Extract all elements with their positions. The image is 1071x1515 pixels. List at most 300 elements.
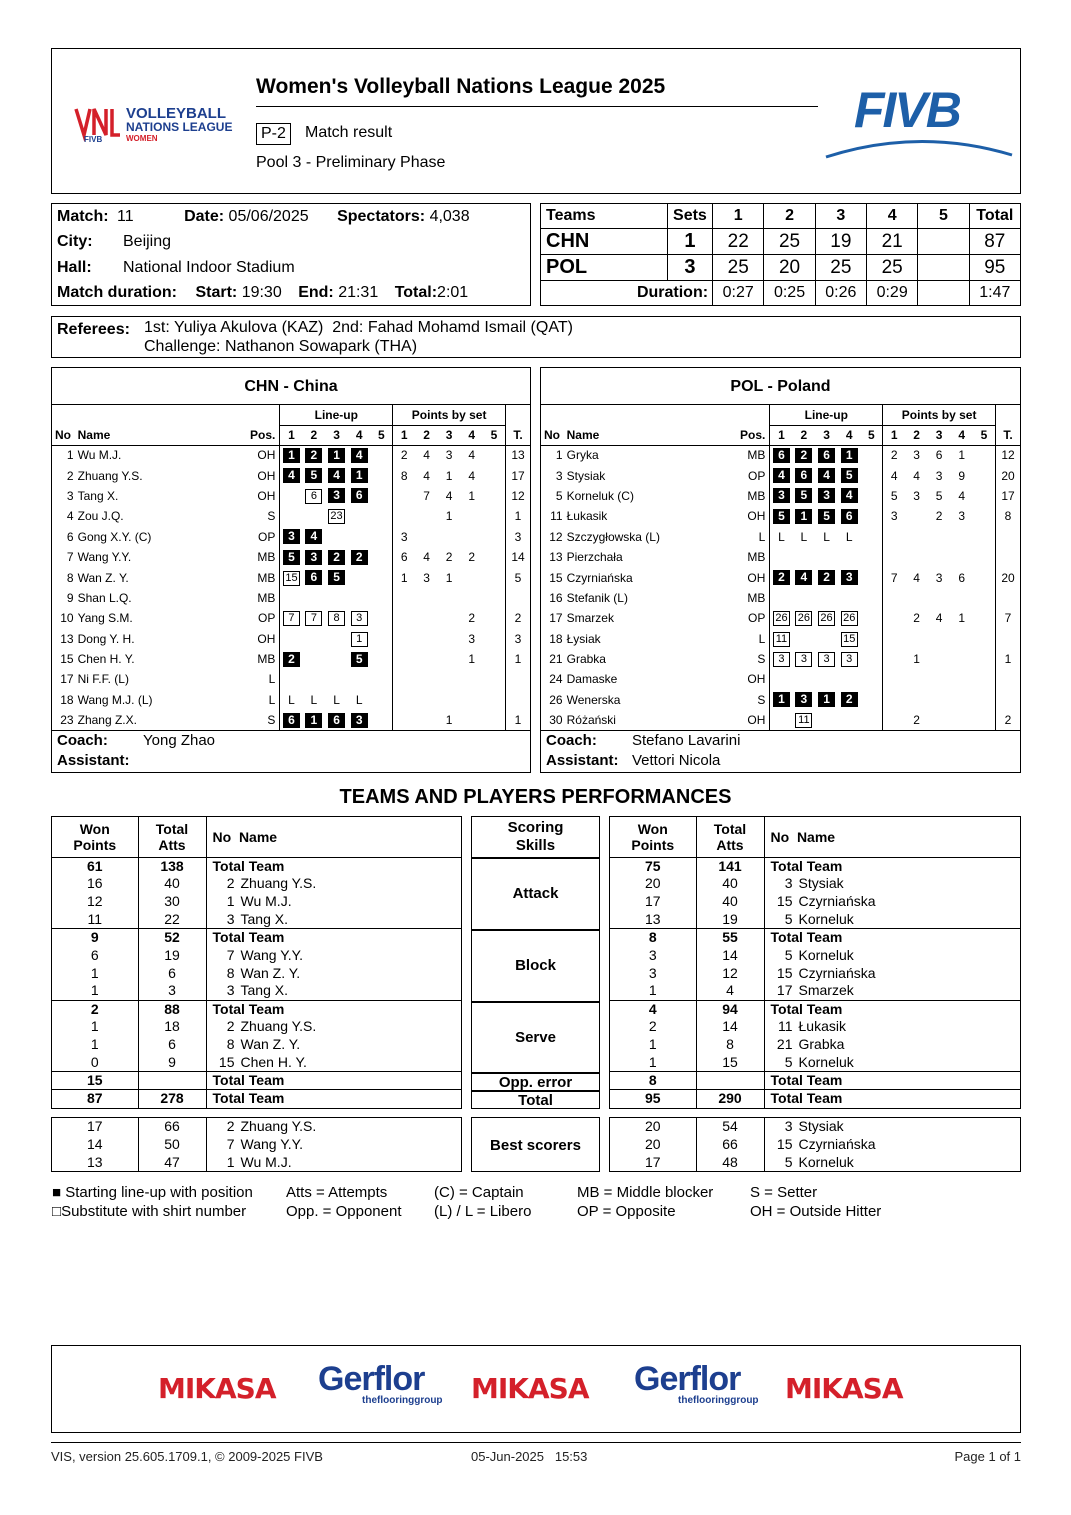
duration-row-label: Duration:: [541, 281, 713, 306]
mikasa-logo: MIKASA: [471, 1372, 589, 1405]
starting-position: 3: [773, 488, 790, 503]
total-atts: 290: [696, 1090, 764, 1108]
lineup-cell: [280, 445, 303, 465]
starting-position: 2: [351, 550, 368, 565]
skill-header-scoring: Scoring: [507, 819, 564, 836]
lineup-cell: [325, 669, 348, 689]
lineup-cell: [325, 486, 348, 506]
player-name: Smarzek: [566, 611, 614, 626]
perf-player-row: [610, 893, 1020, 911]
perf-player-row: [610, 1118, 1020, 1136]
score-header-set1: 1: [713, 204, 764, 229]
player-entry: [206, 1090, 461, 1108]
won-points: 6: [52, 946, 138, 964]
player-position: MB: [747, 488, 766, 503]
lineup-cell: [371, 527, 393, 547]
coach-label: Coach:: [546, 732, 597, 749]
player-number: 2: [226, 1018, 235, 1035]
referees-line1: 1st: Yuliya Akulova (KAZ) 2nd: Fahad Mohamd Ismail (QAT): [144, 319, 573, 336]
set-points: [460, 506, 483, 526]
lineup-cell: [303, 465, 326, 485]
substitute-number: 11: [795, 713, 812, 728]
player-row: [52, 506, 530, 526]
roster-header-row: [541, 405, 1020, 425]
set-points: 4: [423, 550, 430, 565]
player-number: 26: [549, 692, 563, 707]
skill-label: Block: [515, 957, 556, 974]
substitute-number: 26: [773, 611, 790, 626]
lineup-cell: [280, 486, 303, 506]
player-name: Tang X.: [77, 488, 119, 503]
total-atts: 22: [138, 911, 206, 929]
lineup-cell: [371, 465, 393, 485]
skill-opp-error: [471, 1073, 600, 1091]
doc-type: Match result: [305, 124, 393, 141]
player-name: Czyrniańska: [798, 893, 876, 910]
player-number: 10: [60, 611, 74, 626]
lineup-cell: [793, 608, 816, 628]
player-number: 21: [549, 652, 563, 667]
lineup-cell: [815, 629, 838, 649]
lineup-cell: [325, 690, 348, 710]
score-set: 25: [867, 255, 918, 281]
points-set-header: 3: [438, 425, 461, 445]
set-points: [483, 588, 506, 608]
lineup-cell: [815, 710, 838, 730]
player-number: 11: [550, 509, 563, 524]
set-points: [973, 486, 996, 506]
won-points: 3: [610, 946, 696, 964]
lineup-cell: [815, 669, 838, 689]
total-points: [506, 588, 530, 608]
lineup-cell: [325, 527, 348, 547]
lineup-cell: [348, 710, 371, 730]
referees-line2: Challenge: Nathanon Sowapark (THA): [144, 338, 418, 355]
total-points-header: T.: [996, 425, 1020, 445]
player-name: Wan Z. Y.: [77, 570, 129, 585]
player-name: Wang M.J. (L): [77, 692, 153, 707]
lineup-cell: [793, 506, 816, 526]
player-row: [52, 486, 530, 506]
set-points: 8: [393, 465, 416, 485]
skill-label: Attack: [512, 885, 559, 902]
player-row: [541, 445, 1020, 465]
total-points-header: T.: [506, 425, 530, 445]
starting-position: 3: [328, 488, 345, 503]
won-points: 13: [610, 911, 696, 929]
lineup-cell: [371, 547, 393, 567]
set-points: [973, 445, 996, 465]
set-points: [973, 567, 996, 587]
player-row: [541, 588, 1020, 608]
lineup-cell: [371, 567, 393, 587]
player-position: MB: [257, 652, 276, 667]
set-points: 7: [883, 567, 906, 587]
lineup-cell: [325, 608, 348, 628]
team-title: CHN - China: [52, 368, 530, 405]
set-points: [973, 608, 996, 628]
player-name: Korneluk: [798, 910, 854, 927]
player-entry: [206, 1118, 461, 1136]
player-position: MB: [257, 590, 276, 605]
player-entry: [206, 1154, 461, 1172]
player-number: 1: [555, 448, 563, 463]
set-points: 2: [883, 445, 906, 465]
player-name: Dong Y. H.: [77, 631, 135, 646]
set-points: 2: [393, 445, 416, 465]
set-points: [393, 486, 416, 506]
lineup-cell: [303, 669, 326, 689]
total-atts: 18: [138, 1018, 206, 1036]
player-entry: [206, 1036, 461, 1054]
hall-label: Hall:: [57, 259, 92, 276]
skill-attack: [471, 858, 600, 930]
set-points: [438, 588, 461, 608]
total-atts: 19: [138, 946, 206, 964]
won-points: 14: [52, 1136, 138, 1154]
player-name: Wan Z. Y.: [240, 1036, 301, 1053]
lineup-cell: [371, 629, 393, 649]
player-name: Total Team: [212, 1072, 285, 1089]
lineup-cell: [838, 608, 861, 628]
coach-name: Stefano Lavarini: [632, 732, 741, 749]
lineup-cell: [838, 486, 861, 506]
total-atts: 14: [696, 1018, 764, 1036]
lineup-cell: [815, 649, 838, 669]
set-points: [438, 629, 461, 649]
lineup-cell: [838, 649, 861, 669]
player-row: [541, 547, 1020, 567]
player-entry: [764, 1090, 1020, 1108]
score-set: [918, 255, 969, 281]
total-points: 2: [996, 710, 1020, 730]
player-number: 2: [226, 1118, 235, 1135]
player-number: 23: [60, 713, 74, 728]
set-duration: 0:29: [867, 281, 918, 306]
set-points: 2: [445, 550, 453, 565]
lineup-header: Line-up: [280, 405, 393, 425]
player-position: OH: [747, 713, 766, 728]
total-atts: 66: [696, 1136, 764, 1154]
roster-table: [541, 405, 1020, 730]
set-points: [950, 710, 973, 730]
won-points: 8: [610, 929, 696, 947]
start-value: 19:30: [241, 284, 282, 301]
player-name: Total Team: [212, 929, 285, 946]
lineup-cell: [348, 649, 371, 669]
match-info: [51, 203, 531, 306]
end-value: 21:31: [338, 284, 379, 301]
player-name: Damaske: [566, 672, 618, 687]
won-points: 13: [52, 1154, 138, 1172]
set-points: [973, 629, 996, 649]
player-row: [52, 669, 530, 689]
lineup-cell: [280, 710, 303, 730]
won-points: 1: [52, 964, 138, 982]
gerflor-sub: theflooringgroup: [678, 1395, 759, 1406]
lineup-cell: [770, 567, 793, 587]
starting-position: 4: [283, 468, 300, 483]
assistant-label: Assistant:: [57, 752, 130, 769]
score-set: 25: [815, 255, 866, 281]
set-points: 1: [393, 567, 416, 587]
player-number: 4: [66, 509, 74, 524]
set-points: [483, 527, 506, 547]
total-atts: 6: [138, 964, 206, 982]
player-position: S: [757, 692, 766, 707]
score-sets: 3: [667, 255, 712, 281]
total-atts: 141: [696, 857, 764, 875]
lineup-cell: [348, 465, 371, 485]
set-points: 3: [935, 468, 943, 483]
legend-starting: [52, 1184, 253, 1201]
perf-total-row: [610, 1072, 1020, 1090]
lineup-cell: [348, 629, 371, 649]
total-atts: 4: [696, 982, 764, 1000]
set-points: [950, 690, 973, 710]
starting-position: 2: [773, 570, 790, 585]
referees: [51, 316, 1021, 358]
total-points: 13: [506, 445, 530, 465]
footer-datetime: 05-Jun-2025 15:53: [471, 1449, 588, 1464]
lineup-cell: [861, 527, 883, 547]
lineup-cell: [303, 629, 326, 649]
player-entry: [206, 982, 461, 1000]
lineup-cell: [325, 445, 348, 465]
city-label: City:: [57, 233, 93, 250]
set-points: [928, 710, 951, 730]
set-points: [905, 547, 928, 567]
player-row: [541, 649, 1020, 669]
total-atts: 40: [696, 893, 764, 911]
player-number: 5: [784, 1154, 793, 1171]
player-name: Zhuang Y.S.: [77, 468, 143, 483]
pos-header: Pos.: [740, 425, 770, 445]
total-points: 3: [506, 527, 530, 547]
lineup-cell: [303, 506, 326, 526]
gerflor-text: Gerflor: [634, 1360, 741, 1398]
skill-total: [471, 1091, 600, 1109]
player-entry: [206, 1000, 461, 1018]
starting-position: 3: [305, 550, 322, 565]
score-row-pol: [541, 255, 1021, 281]
player-number: 7: [226, 946, 235, 963]
header-points: Points: [631, 836, 675, 853]
lineup-cell: [861, 486, 883, 506]
perf-total-row: [610, 1090, 1020, 1108]
player-entry: [206, 857, 461, 875]
starting-position: 4: [773, 468, 790, 483]
set-points: 2: [935, 509, 943, 524]
lineup-cell: [280, 547, 303, 567]
player-entry: [206, 1136, 461, 1154]
won-points-header: [610, 817, 696, 857]
won-points: 17: [610, 1154, 696, 1172]
starting-position: 3: [351, 713, 368, 728]
perf-total-row: [610, 857, 1020, 875]
set-points: [415, 629, 438, 649]
set-points: [460, 567, 483, 587]
start-label: Start:: [195, 284, 238, 301]
player-row: [541, 506, 1020, 526]
player-position: L: [758, 631, 766, 646]
starting-position: 4: [841, 488, 858, 503]
lineup-cell: [303, 710, 326, 730]
player-row: [541, 567, 1020, 587]
set-points: 9: [958, 468, 966, 483]
set-points: 1: [445, 570, 453, 585]
total-atts: 48: [696, 1154, 764, 1172]
set-points: [883, 629, 906, 649]
lineup-cell: [325, 567, 348, 587]
assistant-label: Assistant:: [546, 752, 619, 769]
lineup-cell: [838, 506, 861, 526]
won-points: 12: [52, 893, 138, 911]
set-points: 3: [935, 570, 943, 585]
set-points: [483, 506, 506, 526]
won-points: 20: [610, 1136, 696, 1154]
lineup-cell: [280, 506, 303, 526]
starting-position: 6: [305, 570, 322, 585]
best-table: [610, 1118, 1020, 1172]
lineup-cell: [371, 588, 393, 608]
perf-player-row: [610, 1054, 1020, 1072]
total-points: 1: [996, 649, 1020, 669]
spectators-value: 4,038: [429, 208, 470, 225]
total-points: 2: [506, 608, 530, 628]
set-points: [393, 690, 416, 710]
legend-text: Substitute with shirt number: [61, 1203, 247, 1220]
lineup-cell: [280, 588, 303, 608]
points-set-header: 2: [415, 425, 438, 445]
player-name: Shan L.Q.: [77, 590, 132, 605]
set-points: [950, 669, 973, 689]
player-position: OH: [257, 448, 276, 463]
set-points: [483, 547, 506, 567]
player-number: 3: [784, 875, 793, 892]
player-row: [52, 649, 530, 669]
perf-player-row: [610, 982, 1020, 1000]
set-points: [905, 527, 928, 547]
substitute-number: 26: [841, 611, 858, 626]
score-total: 87: [969, 229, 1020, 255]
lineup-cell: [770, 649, 793, 669]
won-points: 1: [610, 1054, 696, 1072]
lineup-cell: [793, 690, 816, 710]
set-points: [973, 690, 996, 710]
set-points: 2: [913, 713, 920, 728]
footer-version: VIS, version 25.605.1709.1, © 2009-2025 FIVB: [51, 1449, 323, 1464]
player-row: [541, 710, 1020, 730]
lineup-cell: [348, 567, 371, 587]
player-name: Łysiak: [566, 631, 601, 646]
best-table: [52, 1118, 461, 1172]
won-points: 8: [610, 1072, 696, 1090]
player-entry: [206, 964, 461, 982]
won-points: 17: [610, 893, 696, 911]
set-points: [393, 629, 416, 649]
skill-label: Best scorers: [490, 1137, 581, 1154]
player-entry: [764, 946, 1020, 964]
player-name: Łukasik: [798, 1018, 846, 1035]
perf-player-row: [52, 1136, 461, 1154]
player-position: OH: [747, 570, 766, 585]
score-team: CHN: [541, 229, 668, 255]
player-name: Stysiak: [566, 468, 606, 483]
vnl-fivb-sub: FIVB: [84, 135, 103, 144]
lineup-cell: [325, 465, 348, 485]
total-atts: 52: [138, 929, 206, 947]
total-atts: 40: [138, 875, 206, 893]
footer-divider: [51, 1442, 1021, 1443]
player-number: 17: [549, 611, 563, 626]
substitute-number: 23: [328, 509, 345, 524]
lineup-cell: [770, 608, 793, 628]
won-points: 20: [610, 875, 696, 893]
player-number: 5: [784, 1053, 793, 1070]
starting-position: 3: [283, 529, 300, 544]
player-name: Grabka: [566, 652, 606, 667]
set-points: [483, 567, 506, 587]
player-number: 3: [226, 910, 235, 927]
lineup-cell: [838, 588, 861, 608]
starting-position: 1: [841, 448, 858, 463]
total-atts: 15: [696, 1054, 764, 1072]
legend-libero: (L) / L = Libero: [434, 1203, 532, 1220]
score-row-chn: [541, 229, 1021, 255]
player-row: [52, 527, 530, 547]
player-entry: [764, 982, 1020, 1000]
lineup-cell: [838, 465, 861, 485]
lineup-set-header: 3: [815, 425, 838, 445]
lineup-cell: [815, 690, 838, 710]
perf-player-row: [52, 964, 461, 982]
player-name: Korneluk: [798, 946, 854, 963]
lineup-cell: [371, 608, 393, 628]
set-points: 4: [468, 468, 476, 483]
won-points: 9: [52, 929, 138, 947]
libero-mark: L: [778, 529, 785, 544]
starting-position: 6: [328, 713, 345, 728]
player-name: Wu M.J.: [77, 448, 122, 463]
total-atts: 47: [138, 1154, 206, 1172]
player-name: Pierzchała: [566, 550, 623, 565]
starting-position: 2: [841, 692, 858, 707]
lineup-cell: [371, 486, 393, 506]
substitute-number: 7: [305, 611, 322, 626]
perf-player-row: [52, 911, 461, 929]
libero-mark: L: [823, 529, 830, 544]
legend-substitute: [52, 1203, 246, 1220]
score-header-set5: 5: [918, 204, 969, 229]
perf-player-row: [610, 1018, 1020, 1036]
player-number: 3: [66, 488, 74, 503]
substitute-number: 3: [818, 652, 835, 667]
lineup-cell: [303, 588, 326, 608]
player-entry: [206, 893, 461, 911]
player-name: Zhuang Y.S.: [240, 1018, 317, 1035]
substitute-number: 26: [818, 611, 835, 626]
set-points: 1: [445, 468, 453, 483]
starting-position: 5: [773, 509, 790, 524]
player-position: L: [758, 529, 766, 544]
substitute-number: 1: [351, 632, 368, 647]
perf-player-row: [52, 982, 461, 1000]
set-points: 7: [423, 488, 430, 503]
set-points: 1: [445, 509, 453, 524]
player-entry: [206, 929, 461, 947]
set-points: 4: [883, 465, 906, 485]
